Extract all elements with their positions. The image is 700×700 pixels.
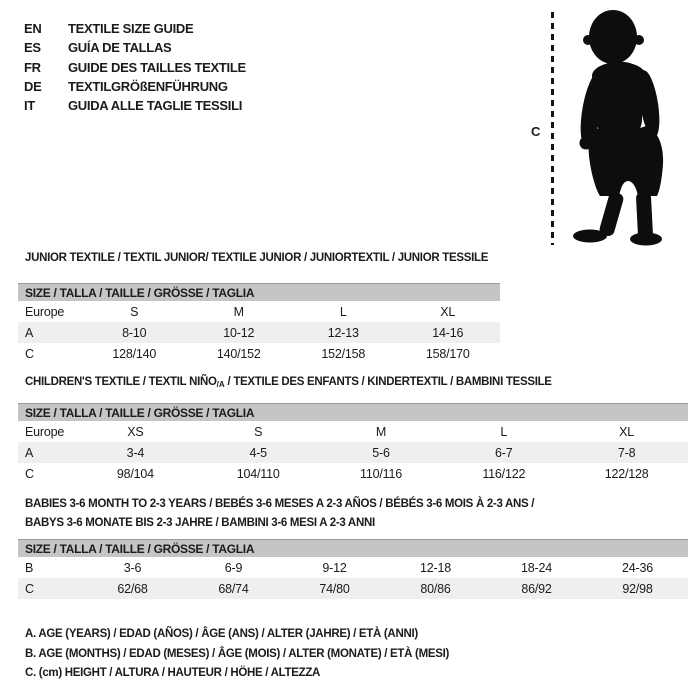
size-cell: 9-12 bbox=[322, 560, 347, 575]
size-cell: 62/68 bbox=[82, 578, 183, 599]
guide-title: TEXTILGRÖßENFÜHRUNG bbox=[68, 79, 228, 95]
size-cell: 5-6 bbox=[320, 442, 443, 463]
language-code: IT bbox=[24, 98, 35, 114]
row-label: A bbox=[18, 322, 82, 343]
language-list bbox=[24, 19, 246, 115]
junior-table-title: JUNIOR TEXTILE / TEXTIL JUNIOR/ TEXTILE JUNIOR / JUNIORTEXTIL / JUNIOR TESSILE bbox=[25, 252, 489, 264]
size-cell: 80/86 bbox=[385, 578, 486, 599]
guide-title: GUIDA ALLE TAGLIE TESSILI bbox=[68, 98, 243, 114]
children-title-post: / TEXTILE DES ENFANTS / KINDERTEXTIL / BAMBINI TESSILE bbox=[224, 376, 552, 388]
size-header: SIZE / TALLA / TAILLE / GRÖSSE / TAGLIA bbox=[18, 540, 688, 558]
size-cell: 6-9 bbox=[224, 560, 243, 575]
size-cell: S bbox=[130, 304, 139, 319]
size-cell: 74/80 bbox=[284, 578, 385, 599]
row-label: B bbox=[25, 560, 34, 575]
footnote-a: A. AGE (YEARS) / EDAD (AÑOS) / ÂGE (ANS) / ALTER (JAHRE) / ETÀ (ANNI) bbox=[25, 628, 418, 640]
language-row bbox=[24, 38, 246, 57]
children-table-title bbox=[25, 376, 552, 389]
size-cell: 18-24 bbox=[521, 560, 552, 575]
babies-table-title bbox=[25, 495, 534, 533]
size-cell: 12-18 bbox=[420, 560, 451, 575]
row-label: Europe bbox=[25, 304, 65, 319]
size-cell: 4-5 bbox=[197, 442, 320, 463]
children-size-table bbox=[18, 403, 688, 484]
size-header-row bbox=[18, 540, 688, 558]
row-label: Europe bbox=[25, 424, 65, 439]
size-cell: 98/104 bbox=[116, 466, 154, 481]
size-cell: S bbox=[254, 424, 263, 439]
table-row bbox=[18, 578, 688, 599]
size-cell: 86/92 bbox=[486, 578, 587, 599]
language-code: ES bbox=[24, 40, 41, 56]
size-cell: 3-4 bbox=[74, 442, 197, 463]
size-cell: XL bbox=[440, 304, 456, 319]
size-header: SIZE / TALLA / TAILLE / GRÖSSE / TAGLIA bbox=[18, 284, 500, 302]
size-cell: 7-8 bbox=[565, 442, 688, 463]
size-cell: L bbox=[339, 304, 347, 319]
guide-title: TEXTILE SIZE GUIDE bbox=[68, 21, 194, 37]
footnotes bbox=[25, 625, 449, 684]
row-label: C bbox=[25, 466, 34, 481]
size-cell: XL bbox=[619, 424, 635, 439]
height-measure-label: C bbox=[531, 124, 541, 139]
table-row bbox=[18, 322, 500, 343]
children-title-subscript: /A bbox=[216, 380, 225, 389]
babies-title-line1: BABIES 3-6 MONTH TO 2-3 YEARS / BEBÉS 3-6 MESES A 2-3 AÑOS / BÉBÉS 3-6 MOIS À 2-3 ANS / bbox=[25, 498, 535, 510]
language-code: EN bbox=[24, 21, 42, 37]
footnote-c: C. (cm) HEIGHT / ALTURA / HAUTEUR / HÖHE / ALTEZZA bbox=[25, 667, 321, 679]
size-cell: 6-7 bbox=[442, 442, 565, 463]
row-label: A bbox=[18, 442, 74, 463]
table-row bbox=[18, 343, 500, 364]
size-cell: 140/152 bbox=[216, 346, 261, 361]
size-cell: XS bbox=[127, 424, 144, 439]
language-code: DE bbox=[24, 79, 42, 95]
size-cell: 3-6 bbox=[123, 560, 142, 575]
toddler-silhouette-icon bbox=[560, 6, 698, 246]
language-row bbox=[24, 77, 246, 96]
language-row bbox=[24, 96, 246, 115]
size-cell: M bbox=[375, 424, 387, 439]
size-cell: 152/158 bbox=[321, 346, 366, 361]
size-cell: 158/170 bbox=[425, 346, 470, 361]
guide-title: GUIDE DES TAILLES TEXTILE bbox=[68, 59, 246, 75]
junior-size-table bbox=[18, 283, 500, 364]
table-row bbox=[18, 463, 688, 484]
size-cell: 24-36 bbox=[622, 560, 653, 575]
size-cell: 104/110 bbox=[236, 466, 280, 481]
size-cell: L bbox=[500, 424, 508, 439]
height-measure-dashed-line bbox=[551, 12, 554, 245]
size-cell: 122/128 bbox=[604, 466, 649, 481]
babies-title-line2: BABYS 3-6 MONATE BIS 2-3 JAHRE / BAMBINI 3-6 MESI A 2-3 ANNI bbox=[25, 516, 375, 529]
size-cell: 12-13 bbox=[291, 322, 396, 343]
size-cell: 68/74 bbox=[183, 578, 284, 599]
size-cell: 10-12 bbox=[187, 322, 292, 343]
size-cell: 116/122 bbox=[482, 466, 526, 481]
size-cell: 92/98 bbox=[587, 578, 688, 599]
size-cell: 14-16 bbox=[396, 322, 501, 343]
babies-size-table bbox=[18, 539, 688, 599]
size-cell: 110/116 bbox=[360, 466, 402, 481]
footnote-b: B. AGE (MONTHS) / EDAD (MESES) / ÂGE (MOIS) / ALTER (MONATE) / ETÀ (MESI) bbox=[25, 647, 450, 660]
size-header: SIZE / TALLA / TAILLE / GRÖSSE / TAGLIA bbox=[18, 404, 688, 422]
guide-title: GUÍA DE TALLAS bbox=[68, 40, 172, 56]
row-label: C bbox=[18, 578, 82, 599]
language-row bbox=[24, 19, 246, 38]
language-code: FR bbox=[24, 59, 41, 75]
table-row bbox=[18, 301, 500, 322]
children-title-pre: CHILDREN'S TEXTILE / TEXTIL NIÑO bbox=[25, 376, 217, 388]
row-label: C bbox=[25, 346, 34, 361]
table-row bbox=[18, 442, 688, 463]
size-cell: 8-10 bbox=[82, 322, 187, 343]
size-header-row bbox=[18, 404, 688, 422]
table-row bbox=[18, 557, 688, 578]
language-row bbox=[24, 58, 246, 77]
size-cell: 128/140 bbox=[112, 346, 157, 361]
size-cell: M bbox=[233, 304, 244, 319]
table-row bbox=[18, 421, 688, 442]
size-header-row bbox=[18, 284, 500, 302]
